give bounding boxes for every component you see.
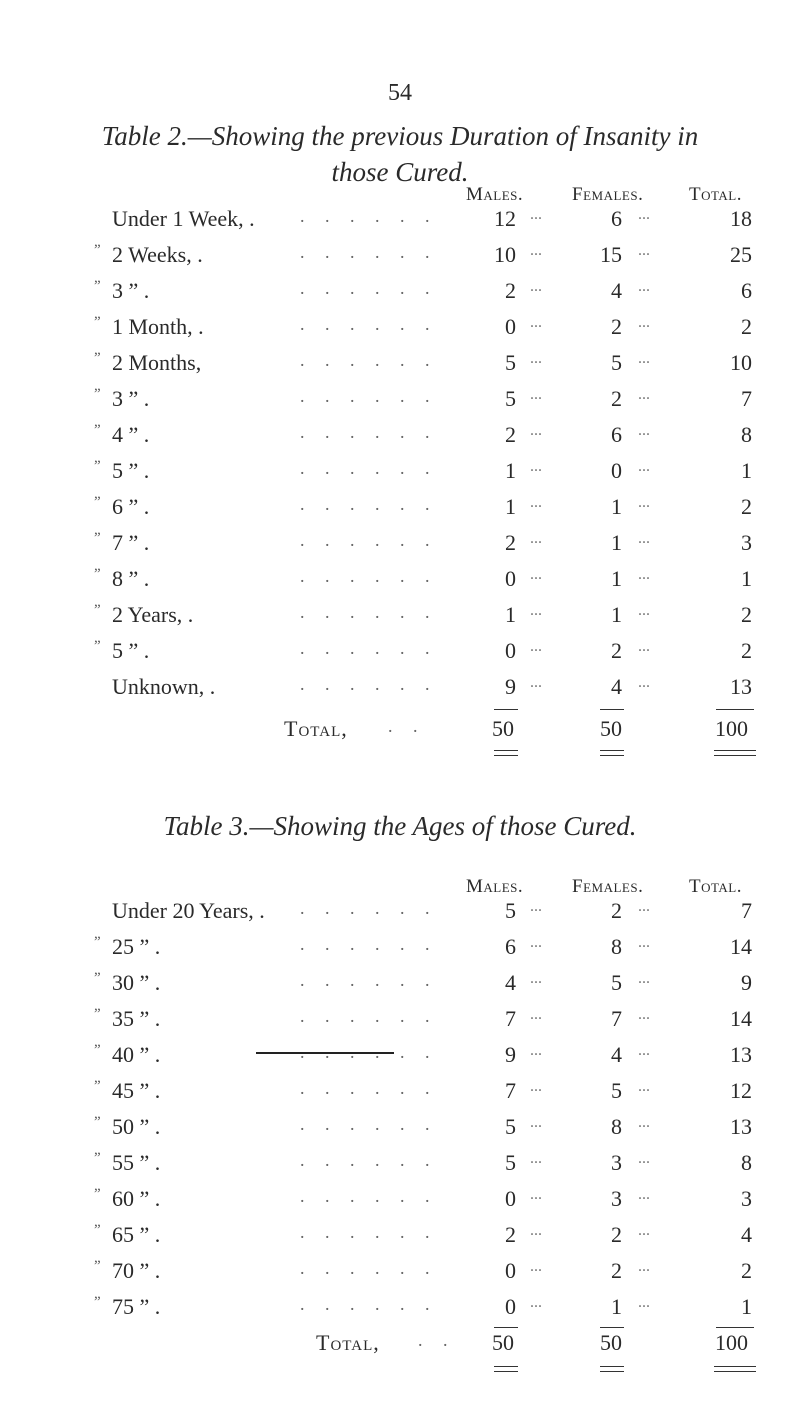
table3-row <box>0 1072 800 1108</box>
table2-row-ditto: ” <box>94 530 101 546</box>
table2-row-females: 5 <box>611 350 622 375</box>
table2-row <box>0 560 800 596</box>
table3-row-ellipsis: ... <box>530 1006 542 1023</box>
page-number: 54 <box>388 80 412 106</box>
table2-row-ditto: ” <box>94 278 101 294</box>
table2-total-leaders: . . <box>388 716 426 736</box>
table2-row-ellipsis: ... <box>530 674 542 691</box>
table3-males-rule <box>494 1327 518 1328</box>
table3-row-total: 4 <box>741 1222 752 1247</box>
table3-row-females: 3 <box>611 1186 622 1211</box>
table3-row-ditto: ” <box>94 1006 101 1022</box>
table2-row-leaders: . . . . . . <box>300 674 438 694</box>
table2-row-males: 5 <box>505 350 516 375</box>
table3-row-ellipsis: ... <box>638 1186 650 1203</box>
table3-females-rule <box>600 1327 624 1328</box>
table2-row-total: 1 <box>741 566 752 591</box>
table2-females-rule <box>600 709 624 710</box>
table2-females-double-rule <box>600 750 624 756</box>
table2-row-ellipsis: ... <box>530 278 542 295</box>
table3-row-ditto: ” <box>94 1222 101 1238</box>
table2-row-leaders: . . . . . . <box>300 206 438 226</box>
table3-rows <box>0 892 800 1324</box>
table2-title <box>0 118 800 190</box>
table2-row-females: 6 <box>611 206 622 231</box>
table2-row-total: 6 <box>741 278 752 303</box>
table3-row-females: 4 <box>611 1042 622 1067</box>
table3-row-males: 7 <box>505 1078 516 1103</box>
table2-row-females: 2 <box>611 314 622 339</box>
table2-total-females: 50 <box>600 716 622 741</box>
table3-row-ditto: ” <box>94 970 101 986</box>
table2-row-total: 2 <box>741 602 752 627</box>
table2-row-ellipsis: ... <box>638 422 650 439</box>
table3-row-ellipsis: ... <box>638 1258 650 1275</box>
table2-males-rule <box>494 709 518 710</box>
table2-row-label: 6 ” . <box>112 494 150 519</box>
table3-row-females: 2 <box>611 898 622 923</box>
table2-rows <box>0 200 800 704</box>
table3-row-total: 7 <box>741 898 752 923</box>
table3-row <box>0 1216 800 1252</box>
table2-row-leaders: . . . . . . <box>300 638 438 658</box>
table2-row-total: 10 <box>730 350 752 375</box>
table2-row <box>0 524 800 560</box>
table3-row-label: Under 20 Years, . <box>112 898 265 923</box>
table2-row-ellipsis: ... <box>638 314 650 331</box>
table3-row-females: 2 <box>611 1258 622 1283</box>
table2-row-leaders: . . . . . . <box>300 314 438 334</box>
table3-row-ellipsis: ... <box>530 970 542 987</box>
table3-row-total: 8 <box>741 1150 752 1175</box>
table2-title-line2: those Cured. <box>331 157 469 187</box>
table2-row-ellipsis: ... <box>638 242 650 259</box>
table2-row <box>0 308 800 344</box>
table2-row-label: 3 ” . <box>112 278 150 303</box>
table2-total-rule <box>716 709 754 710</box>
table2-row-ditto: ” <box>94 350 101 366</box>
table2-row-males: 9 <box>505 674 516 699</box>
table2-row-ditto: ” <box>94 458 101 474</box>
table3-row-total: 14 <box>730 934 752 959</box>
table2-row-leaders: . . . . . . <box>300 350 438 370</box>
table3-row-ellipsis: ... <box>638 1222 650 1239</box>
table2-row-females: 2 <box>611 386 622 411</box>
table2-row-males: 1 <box>505 458 516 483</box>
table2-row-males: 2 <box>505 422 516 447</box>
table3-row-total: 3 <box>741 1186 752 1211</box>
table3-row-ellipsis: ... <box>530 1222 542 1239</box>
table2-row-leaders: . . . . . . <box>300 242 438 262</box>
table3-row-ellipsis: ... <box>530 1114 542 1131</box>
table3-row-total: 13 <box>730 1042 752 1067</box>
table2-total-row <box>0 716 800 756</box>
table3-females-double-rule <box>600 1366 624 1372</box>
table3-row-ellipsis: ... <box>530 1078 542 1095</box>
table3-row-females: 2 <box>611 1222 622 1247</box>
table3-row-label: 45 ” . <box>112 1078 161 1103</box>
table2-title-line1: Table 2.—Showing the previous Duration of Insanity in <box>101 121 699 151</box>
table2-row-total: 18 <box>730 206 752 231</box>
table2-row <box>0 596 800 632</box>
table3-row-leaders: . . . . . . <box>300 1150 438 1170</box>
table3-row-males: 0 <box>505 1186 516 1211</box>
table2-row-leaders: . . . . . . <box>300 530 438 550</box>
table3-row <box>0 892 800 928</box>
table2-row-leaders: . . . . . . <box>300 566 438 586</box>
table3-row-total: 14 <box>730 1006 752 1031</box>
table3-row-total: 9 <box>741 970 752 995</box>
table3-row-males: 5 <box>505 898 516 923</box>
table3-total-label: Total, <box>316 1330 380 1355</box>
table3-row-ellipsis: ... <box>530 934 542 951</box>
table2-row <box>0 200 800 236</box>
table2-row-label: 4 ” . <box>112 422 150 447</box>
table2-row-total: 13 <box>730 674 752 699</box>
table3-row-ellipsis: ... <box>638 934 650 951</box>
table2-row-females: 15 <box>600 242 622 267</box>
table2-row <box>0 236 800 272</box>
table2-row-ditto: ” <box>94 566 101 582</box>
table2-row-ellipsis: ... <box>638 566 650 583</box>
table3-row-ditto: ” <box>94 1078 101 1094</box>
table3-row-males: 5 <box>505 1114 516 1139</box>
table2-row-leaders: . . . . . . <box>300 422 438 442</box>
table3-row <box>0 1036 800 1072</box>
table3-row-ditto: ” <box>94 1150 101 1166</box>
table2-row-females: 6 <box>611 422 622 447</box>
table3-row-leaders: . . . . . . <box>300 1042 438 1062</box>
table3-row-males: 4 <box>505 970 516 995</box>
table2-header-females: Females. <box>572 184 644 205</box>
table2-total-males: 50 <box>492 716 514 741</box>
table2-row-ellipsis: ... <box>638 386 650 403</box>
table2-row-ellipsis: ... <box>530 530 542 547</box>
table2-row-leaders: . . . . . . <box>300 278 438 298</box>
table2-row-ellipsis: ... <box>638 350 650 367</box>
table2-row-males: 5 <box>505 386 516 411</box>
table2-row <box>0 272 800 308</box>
table3-row-males: 7 <box>505 1006 516 1031</box>
table3-row <box>0 928 800 964</box>
table2-row-females: 0 <box>611 458 622 483</box>
table3-row <box>0 964 800 1000</box>
table3-row-leaders: . . . . . . <box>300 1006 438 1026</box>
table2-row-ellipsis: ... <box>530 566 542 583</box>
table2-row-males: 1 <box>505 602 516 627</box>
table2-row <box>0 632 800 668</box>
table2-row-leaders: . . . . . . <box>300 602 438 622</box>
table2-row-ditto: ” <box>94 242 101 258</box>
table2-row-label: 7 ” . <box>112 530 150 555</box>
table2-row-females: 1 <box>611 494 622 519</box>
table3-row-leaders: . . . . . . <box>300 1258 438 1278</box>
table3-row-leaders: . . . . . . <box>300 1186 438 1206</box>
table3-row-ellipsis: ... <box>530 1150 542 1167</box>
table2-row-ditto: ” <box>94 494 101 510</box>
table2-row-ellipsis: ... <box>638 458 650 475</box>
table3-row-label: 25 ” . <box>112 934 161 959</box>
table2-row <box>0 452 800 488</box>
table2-row-ditto: ” <box>94 422 101 438</box>
table3-row-ditto: ” <box>94 1042 101 1058</box>
table3-males-double-rule <box>494 1366 518 1372</box>
table3-row-ditto: ” <box>94 1186 101 1202</box>
table2-total-total: 100 <box>715 716 748 741</box>
table3-row-ditto: ” <box>94 1294 101 1310</box>
table3-row-total: 12 <box>730 1078 752 1103</box>
table2-row-label: 1 Month, . <box>112 314 204 339</box>
table2-row <box>0 344 800 380</box>
table3-row-ellipsis: ... <box>638 1078 650 1095</box>
table2-row-total: 25 <box>730 242 752 267</box>
table2-males-double-rule <box>494 750 518 756</box>
table3-row-females: 1 <box>611 1294 622 1319</box>
table2-row-males: 2 <box>505 530 516 555</box>
table2-row-total: 2 <box>741 314 752 339</box>
table2-row-ellipsis: ... <box>530 458 542 475</box>
table3-row-leaders: . . . . . . <box>300 970 438 990</box>
table3-row-ellipsis: ... <box>638 970 650 987</box>
table3-total-double-rule <box>714 1366 756 1372</box>
table3-row-females: 7 <box>611 1006 622 1031</box>
table3-row-females: 8 <box>611 1114 622 1139</box>
table3-header-females: Females. <box>572 876 644 897</box>
table3-row-leaders: . . . . . . <box>300 1114 438 1134</box>
table2-row-label: 2 Weeks, . <box>112 242 203 267</box>
table3-row-leaders: . . . . . . <box>300 1222 438 1242</box>
table2-row-males: 1 <box>505 494 516 519</box>
table2-row-males: 12 <box>494 206 516 231</box>
table2-row-ellipsis: ... <box>530 350 542 367</box>
table3-row-ellipsis: ... <box>638 1042 650 1059</box>
table3-row-label: 70 ” . <box>112 1258 161 1283</box>
table3-row-ellipsis: ... <box>530 1186 542 1203</box>
table2-row-total: 7 <box>741 386 752 411</box>
table2-row-label: Unknown, . <box>112 674 216 699</box>
table3-row <box>0 1288 800 1324</box>
table2-row-females: 1 <box>611 566 622 591</box>
table3-row-label: 30 ” . <box>112 970 161 995</box>
table3-row-total: 2 <box>741 1258 752 1283</box>
table2-row-females: 1 <box>611 602 622 627</box>
table2-row-ellipsis: ... <box>530 386 542 403</box>
table2-row-ellipsis: ... <box>530 602 542 619</box>
table2-row-ellipsis: ... <box>638 278 650 295</box>
table3-row-ellipsis: ... <box>530 1042 542 1059</box>
table3-row-ellipsis: ... <box>638 1150 650 1167</box>
table3-row-ellipsis: ... <box>638 1006 650 1023</box>
table3-row <box>0 1180 800 1216</box>
table2-row-males: 0 <box>505 566 516 591</box>
table2-row-females: 4 <box>611 674 622 699</box>
table2-row-total: 8 <box>741 422 752 447</box>
table2-row <box>0 416 800 452</box>
table2-row-total: 2 <box>741 494 752 519</box>
table3-row-ellipsis: ... <box>638 1114 650 1131</box>
table2-row-total: 1 <box>741 458 752 483</box>
table2-row <box>0 668 800 704</box>
table3-row-males: 9 <box>505 1042 516 1067</box>
table2-row-ellipsis: ... <box>530 494 542 511</box>
table3-row-males: 0 <box>505 1294 516 1319</box>
table3-total-row <box>0 1330 800 1370</box>
table2-row <box>0 380 800 416</box>
table3-row-females: 8 <box>611 934 622 959</box>
table3-row-label: 50 ” . <box>112 1114 161 1139</box>
table3-row-ellipsis: ... <box>530 898 542 915</box>
table3-row-label: 60 ” . <box>112 1186 161 1211</box>
table3-row-label: 55 ” . <box>112 1150 161 1175</box>
table3-row-label: 65 ” . <box>112 1222 161 1247</box>
table3-total-leaders: . . <box>418 1330 456 1350</box>
table3-row <box>0 1144 800 1180</box>
table2-row <box>0 488 800 524</box>
table3-row <box>0 1108 800 1144</box>
table2-row-ditto: ” <box>94 638 101 654</box>
table3-row-males: 0 <box>505 1258 516 1283</box>
table2-row-label: 3 ” . <box>112 386 150 411</box>
table2-row-ellipsis: ... <box>638 206 650 223</box>
table3-header-total: Total. <box>689 876 742 897</box>
table2-row-ellipsis: ... <box>530 422 542 439</box>
table3-row-total: 13 <box>730 1114 752 1139</box>
table2-row-label: Under 1 Week, . <box>112 206 255 231</box>
table3-total-males: 50 <box>492 1330 514 1355</box>
table3-row-total: 1 <box>741 1294 752 1319</box>
table2-row-ellipsis: ... <box>530 206 542 223</box>
table3-row-females: 5 <box>611 970 622 995</box>
table2-row-ellipsis: ... <box>638 674 650 691</box>
table3-row-leaders: . . . . . . <box>300 1294 438 1314</box>
table3-row-label: 35 ” . <box>112 1006 161 1031</box>
table2-row-ditto: ” <box>94 314 101 330</box>
table2-row-ellipsis: ... <box>638 530 650 547</box>
table3-row-leaders: . . . . . . <box>300 1078 438 1098</box>
table2-row-ditto: ” <box>94 386 101 402</box>
table3-row-ditto: ” <box>94 1114 101 1130</box>
table3-row-ellipsis: ... <box>638 898 650 915</box>
table3-row-males: 5 <box>505 1150 516 1175</box>
table3-row-ellipsis: ... <box>530 1258 542 1275</box>
table2-row-total: 3 <box>741 530 752 555</box>
table2-row-females: 4 <box>611 278 622 303</box>
table2-row-label: 8 ” . <box>112 566 150 591</box>
table2-row-males: 10 <box>494 242 516 267</box>
table3-row-ellipsis: ... <box>638 1294 650 1311</box>
table3-row-ditto: ” <box>94 934 101 950</box>
table2-row-females: 1 <box>611 530 622 555</box>
table3-row-label: 40 ” . <box>112 1042 161 1067</box>
table2-row-label: 5 ” . <box>112 458 150 483</box>
table3-row-leaders: . . . . . . <box>300 898 438 918</box>
table3-row-label: 75 ” . <box>112 1294 161 1319</box>
table3-title: Table 3.—Showing the Ages of those Cured. <box>163 811 637 841</box>
table2-header-males: Males. <box>466 184 524 205</box>
table2-row-label: 2 Years, . <box>112 602 194 627</box>
table3-header-males: Males. <box>466 876 524 897</box>
table2-row-leaders: . . . . . . <box>300 386 438 406</box>
table2-row-label: 5 ” . <box>112 638 150 663</box>
table2-total-double-rule <box>714 750 756 756</box>
table3-row-females: 5 <box>611 1078 622 1103</box>
table2-row-females: 2 <box>611 638 622 663</box>
table2-row-leaders: . . . . . . <box>300 458 438 478</box>
table2-row-males: 2 <box>505 278 516 303</box>
table2-row-total: 2 <box>741 638 752 663</box>
table3-total-rule <box>716 1327 754 1328</box>
table2-row-ellipsis: ... <box>530 242 542 259</box>
table2-row-ellipsis: ... <box>638 602 650 619</box>
table2-row-ellipsis: ... <box>530 638 542 655</box>
table3-row <box>0 1252 800 1288</box>
table3-row <box>0 1000 800 1036</box>
table3-row-males: 2 <box>505 1222 516 1247</box>
table2-header-total: Total. <box>689 184 742 205</box>
table2-row-label: 2 Months, <box>112 350 202 375</box>
table3-total-females: 50 <box>600 1330 622 1355</box>
table3-row-leaders: . . . . . . <box>300 934 438 954</box>
table2-row-leaders: . . . . . . <box>300 494 438 514</box>
table3-row-males: 6 <box>505 934 516 959</box>
table2-row-ellipsis: ... <box>638 638 650 655</box>
table3-row-ditto: ” <box>94 1258 101 1274</box>
table2-row-males: 0 <box>505 314 516 339</box>
table2-row-males: 0 <box>505 638 516 663</box>
table2-row-ellipsis: ... <box>638 494 650 511</box>
table3-total-total: 100 <box>715 1330 748 1355</box>
table2-row-ditto: ” <box>94 602 101 618</box>
table3-row-females: 3 <box>611 1150 622 1175</box>
table2-total-label: Total, <box>284 716 348 741</box>
table2-row-ellipsis: ... <box>530 314 542 331</box>
table3-row-ellipsis: ... <box>530 1294 542 1311</box>
